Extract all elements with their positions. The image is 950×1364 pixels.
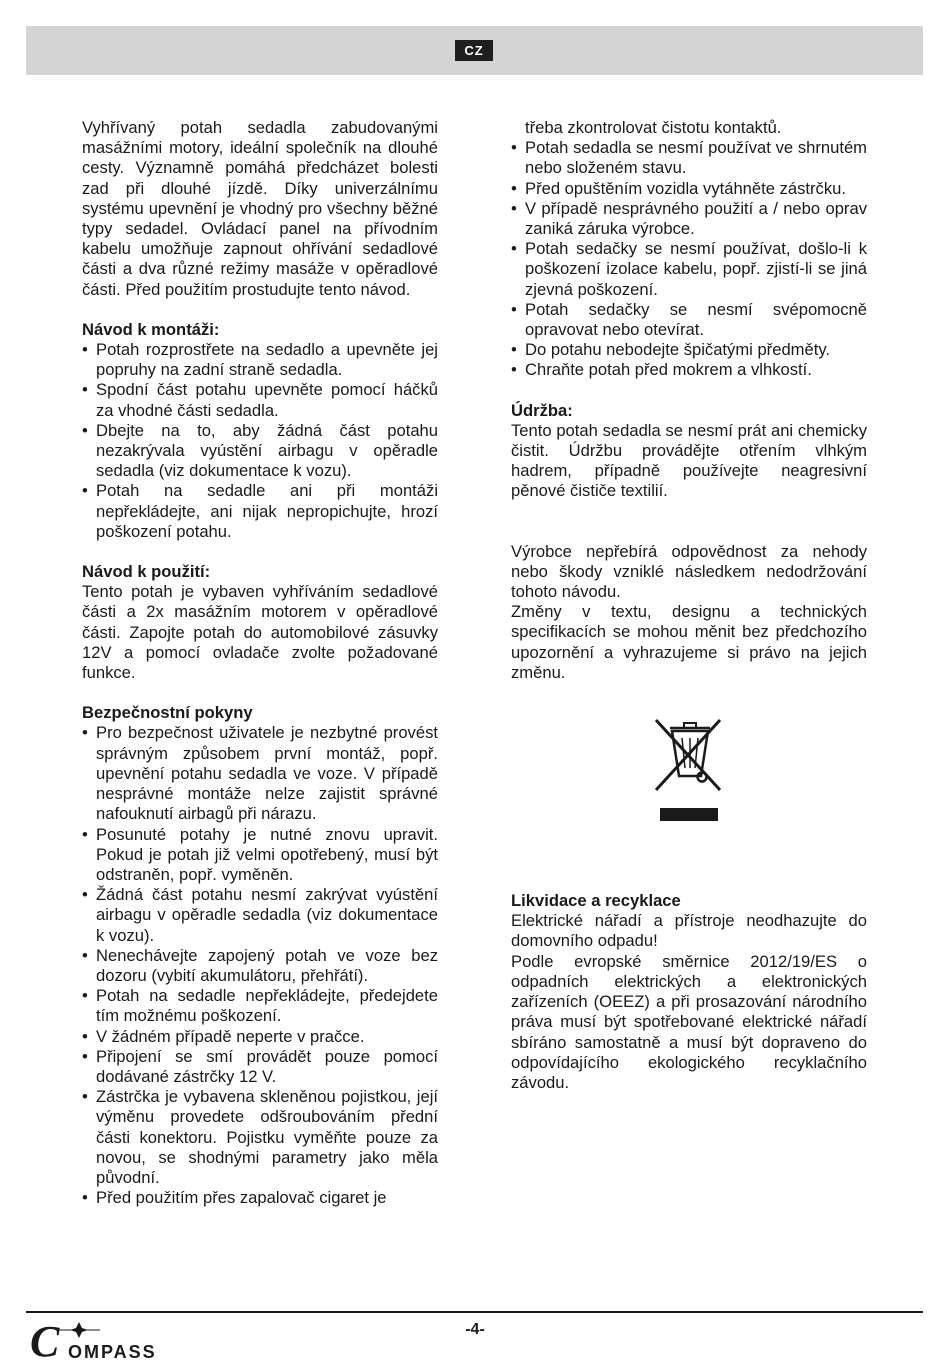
usage-heading: Návod k použití: [82,562,211,582]
safety-heading: Bezpečnostní pokyny [82,703,253,723]
list-item: • Potah sedačky se nesmí používat, došlo-li k poškození izolace kabelu, popř. zjistí-li se jiná zjevná poškození. [511,239,867,300]
list-item: • Před opuštěním vozidla vytáhněte zástrčku. [511,179,867,199]
list-item: • Před použitím přes zapalovač cigaret je [82,1188,438,1208]
mount-heading: Návod k montáži: [82,319,220,339]
list-item: • Dbejte na to, aby žádná část potahu nezakrývala vyústění airbagu v opěradle sedadla (viz dokumentace k vozu). [82,421,438,482]
changes-paragraph: Změny v textu, designu a technických specifikacích se mohou měnit bez předchozího upozornění a vyhrazujeme si právo na jejich změnu. [511,602,867,682]
crossed-bin-icon [652,714,726,824]
page-number: -4- [465,1321,485,1338]
list-item: • Spodní část potahu upevněte pomocí háčků za vhodné části sedadla. [82,380,438,420]
usage-paragraph: Tento potah je vybaven vyhříváním sedadlové části a 2x masážním motorem v opěradlové části. Zapojte potah do automobilové zásuvky 12V a pomocí ovladače zvolte požadované funkce. [82,582,438,683]
list-item: • Nenechávejte zapojený potah ve voze bez dozoru (vybití akumulátoru, přehřátí). [82,946,438,986]
recycle-heading: Likvidace a recyklace [511,891,681,911]
footer-rule [26,1311,923,1313]
maintenance-heading: Údržba: [511,400,573,420]
recycle-paragraph-2: Podle evropské směrnice 2012/19/ES o odpadních elektrických a elektronických zařízeních (OEEZ) a při prosazování národního práva musí být spotřebované elektrické nářadí sbíráno samostatně a musí být dopraveno do odpovídajícího ekologického recyklačního závodu. [511,951,867,1092]
compass-logo [28,1316,178,1362]
list-item: • Do potahu nebodejte špičatými předměty. [511,340,867,360]
list-item: • Potah sedačky se nesmí svépomocně opravovat nebo otevírat. [511,300,867,340]
safety-list [82,723,438,1208]
right-column [511,118,867,1093]
left-column [82,118,438,1208]
list-item: • Chraňte potah před mokrem a vlhkostí. [511,360,867,380]
safety-continuation: třeba zkontrolovat čistotu kontaktů. [525,118,782,137]
list-item: • Pro bezpečnost uživatele je nezbytné provést správným způsobem první montáž, popř. upevnění potahu sedadla ve voze. V případě nesprávné montáže nelze zajistit správné nafouknutí airbagů při nárazu. [82,723,438,824]
svg-text:C: C [30,1317,60,1362]
list-item: • Připojení se smí provádět pouze pomocí dodávané zástrčky 12 V. [82,1047,438,1087]
recycle-paragraph-1: Elektrické nářadí a přístroje neodhazujte do domovního odpadu! [511,911,867,951]
list-item: • Potah rozprostřete na sedadlo a upevněte jej popruhy na zadní straně sedadla. [82,340,438,380]
list-item: • Potah na sedadle ani při montáži nepřekládejte, ani nijak nepropichujte, hrozí poškození potahu. [82,481,438,542]
list-item: • Potah na sedadle nepřekládejte, předejdete tím možnému poškození. [82,986,438,1026]
disclaimer-paragraph: Výrobce nepřebírá odpovědnost za nehody nebo škody vzniklé následkem nedodržování tohoto návodu. [511,541,867,602]
safety-list-continued [511,138,867,380]
list-item: • V žádném případě neperte v pračce. [82,1027,438,1047]
list-item: • V případě nesprávného použití a / nebo oprav zaniká záruka výrobce. [511,199,867,239]
svg-text:OMPASS: OMPASS [68,1342,157,1362]
list-item: • Zástrčka je vybavena skleněnou pojistkou, její výměnu provedete odšroubováním přední části konektoru. Pojistku vyměňte pouze za novou, se shodnými parametry jako měla původní. [82,1087,438,1188]
language-badge: CZ [455,40,493,61]
list-item: • Potah sedadla se nesmí používat ve shrnutém nebo složeném stavu. [511,138,867,178]
mount-list [82,340,438,542]
list-item: • Žádná část potahu nesmí zakrývat vyústění airbagu v opěradle sedadla (viz dokumentace k vozu). [82,885,438,946]
list-item: • Posunuté potahy je nutné znovu upravit. Pokud je potah již velmi opotřebený, musí být odstraněn, popř. vyměněn. [82,825,438,886]
intro-paragraph: Vyhřívaný potah sedadla zabudovanými masážními motory, ideální společník na dlouhé cesty. Významně pomáhá předcházet bolesti zad při dlouhé jízdě. Díky univerzálnímu systému upevnění je vhodný pro všechny běžné typy sedadel. Ovládací panel na přívodním kabelu umožňuje zapnout ohřívání sedadlové části a dva různé režimy masáže v opěradlové části. Před použitím prostudujte tento návod. [82,118,438,299]
maintenance-paragraph: Tento potah sedadla se nesmí prát ani chemicky čistit. Údržbu provádějte otřením vlhkým hadrem, případně používejte neagresivní pěnové čističe textilií. [511,420,867,501]
